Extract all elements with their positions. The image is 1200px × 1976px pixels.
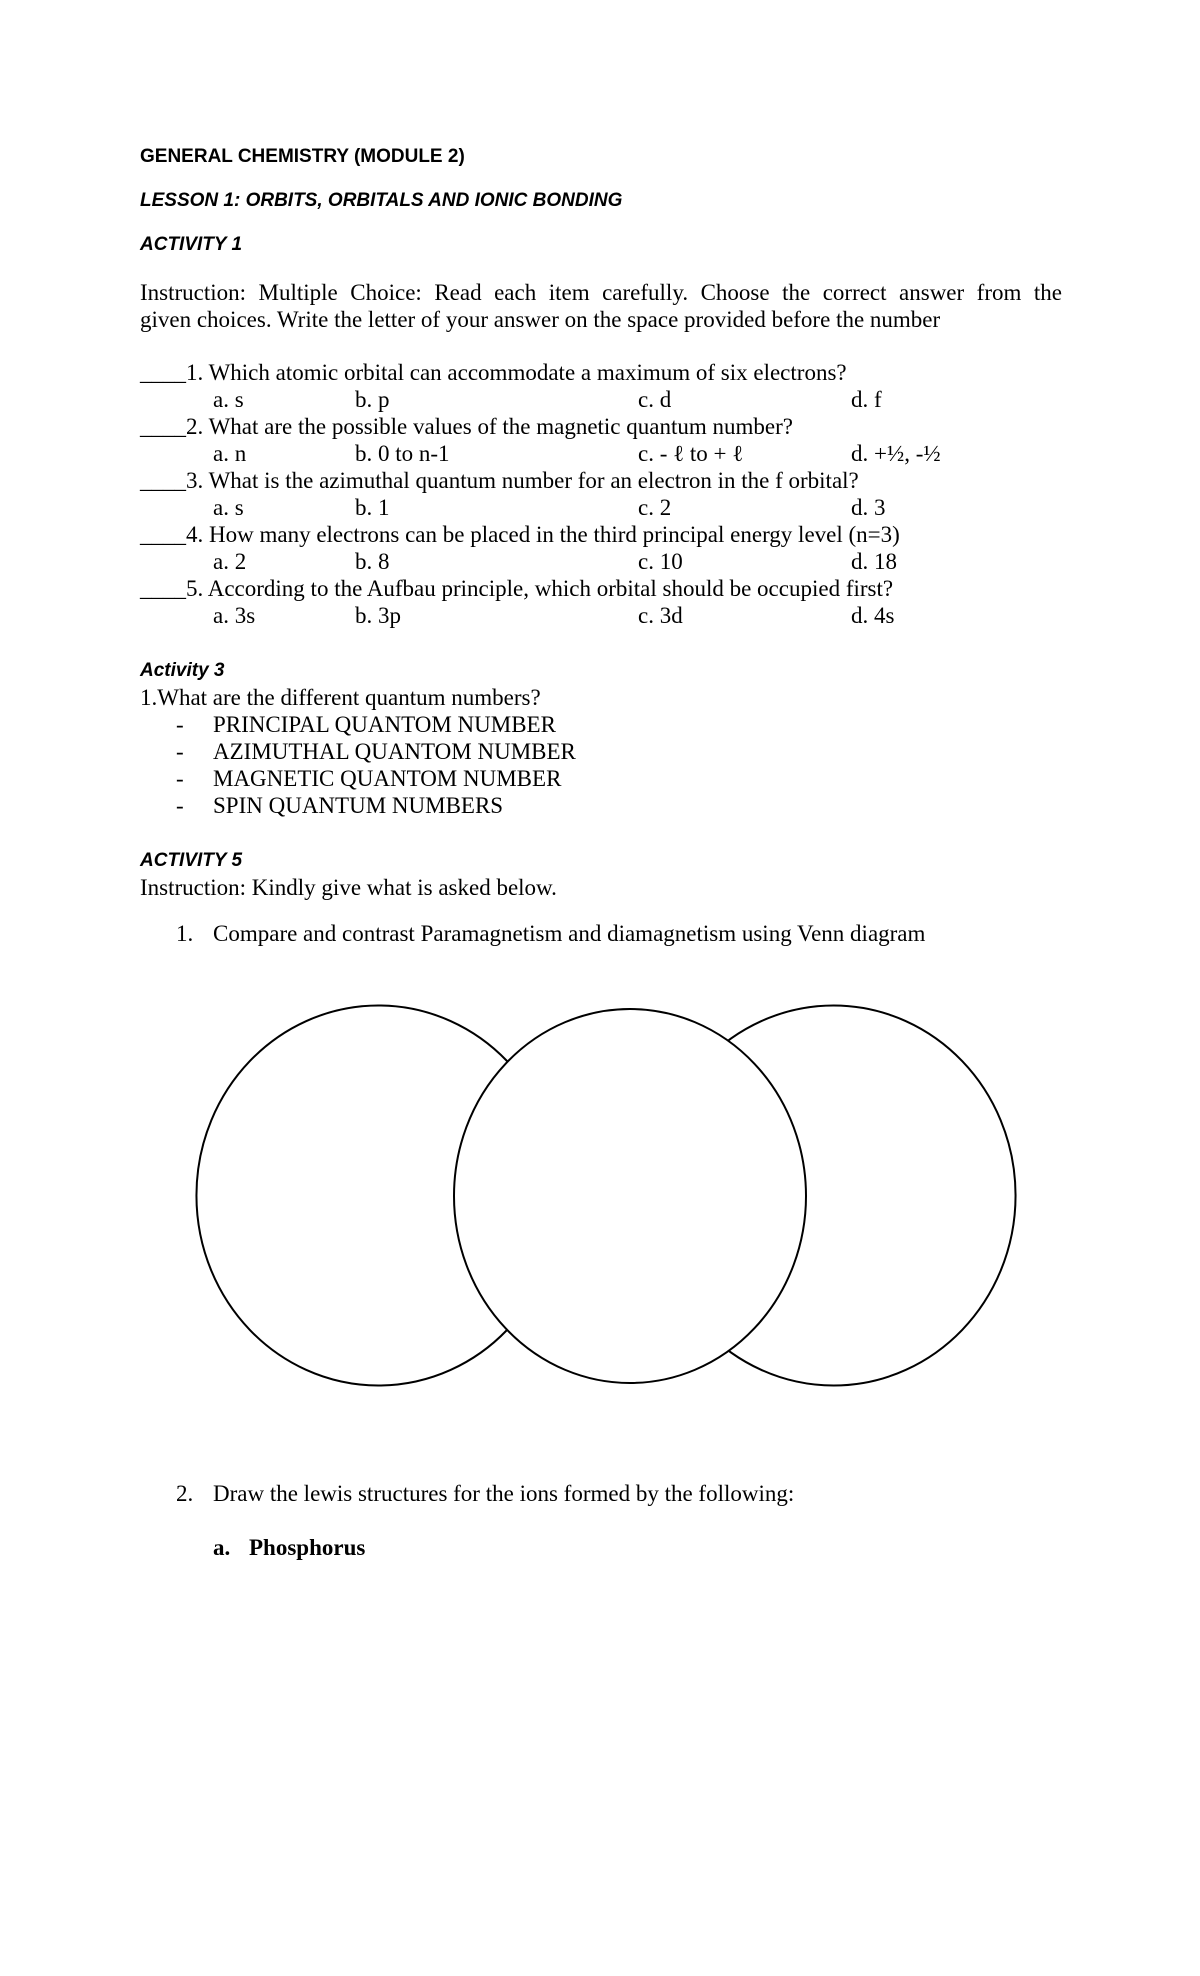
question-2: ____2. What are the possible values of the magnetic quantum number? [140,414,793,439]
activity-3-title: Activity 3 [140,660,225,681]
quantum-number-item: PRINCIPAL QUANTOM NUMBER [213,712,556,737]
activity-5-instruction: Instruction: Kindly give what is asked below. [140,875,557,900]
quantum-number-item: SPIN QUANTUM NUMBERS [213,793,504,818]
option-c: c. 2 [638,495,672,520]
option-b: b. 8 [355,549,390,574]
bullet-dash: - [176,793,184,818]
option-b: b. p [355,387,390,412]
item-1-text: Compare and contrast Paramagnetism and diamagnetism using Venn diagram [213,921,926,946]
option-d: d. 3 [851,495,886,520]
quantum-number-item: AZIMUTHAL QUANTOM NUMBER [213,739,576,764]
option-b: b. 3p [355,603,401,628]
activity-3-question: 1.What are the different quantum numbers? [140,685,541,710]
instruction-line-2: given choices. Write the letter of your answer on the space provided before the number [140,307,941,332]
bullet-dash: - [176,739,184,764]
option-d: d. +½, -½ [851,441,941,466]
question-5: ____5. According to the Aufbau principle, which orbital should be occupied first? [140,576,894,601]
activity-1-title: ACTIVITY 1 [140,234,243,255]
option-a: a. s [213,495,244,520]
lesson-title: LESSON 1: ORBITS, ORBITALS AND IONIC BONDING [140,190,623,211]
option-c: c. d [638,387,672,412]
option-c: c. 3d [638,603,683,628]
option-d: d. 4s [851,603,895,628]
option-d: d. f [851,387,882,412]
option-a: a. n [213,441,247,466]
instruction-line-1: Instruction: Multiple Choice: Read each item carefully. Choose the correct answer from the [140,280,1062,305]
activity-5-title: ACTIVITY 5 [140,850,243,871]
bullet-dash: - [176,712,184,737]
option-c: c. 10 [638,549,683,574]
sub-item-a-letter: a. [213,1535,231,1560]
quantum-number-item: MAGNETIC QUANTOM NUMBER [213,766,562,791]
course-title: GENERAL CHEMISTRY (MODULE 2) [140,146,465,167]
item-2-number: 2. [176,1481,194,1506]
option-a: a. 3s [213,603,256,628]
item-2-text: Draw the lewis structures for the ions formed by the following: [213,1481,795,1506]
option-a: a. 2 [213,549,247,574]
option-a: a. s [213,387,244,412]
sub-item-a-text: Phosphorus [249,1535,366,1560]
option-d: d. 18 [851,549,897,574]
option-b: b. 0 to n-1 [355,441,450,466]
item-1-number: 1. [176,921,194,946]
question-1: ____1. Which atomic orbital can accommodate a maximum of six electrons? [140,360,847,385]
option-b: b. 1 [355,495,390,520]
question-3: ____3. What is the azimuthal quantum number for an electron in the f orbital? [140,468,859,493]
option-c: c. - ℓ to + ℓ [638,441,744,466]
question-4: ____4. How many electrons can be placed in the third principal energy level (n=3) [140,522,900,547]
venn-middle-circle [454,1009,806,1383]
bullet-dash: - [176,766,184,791]
